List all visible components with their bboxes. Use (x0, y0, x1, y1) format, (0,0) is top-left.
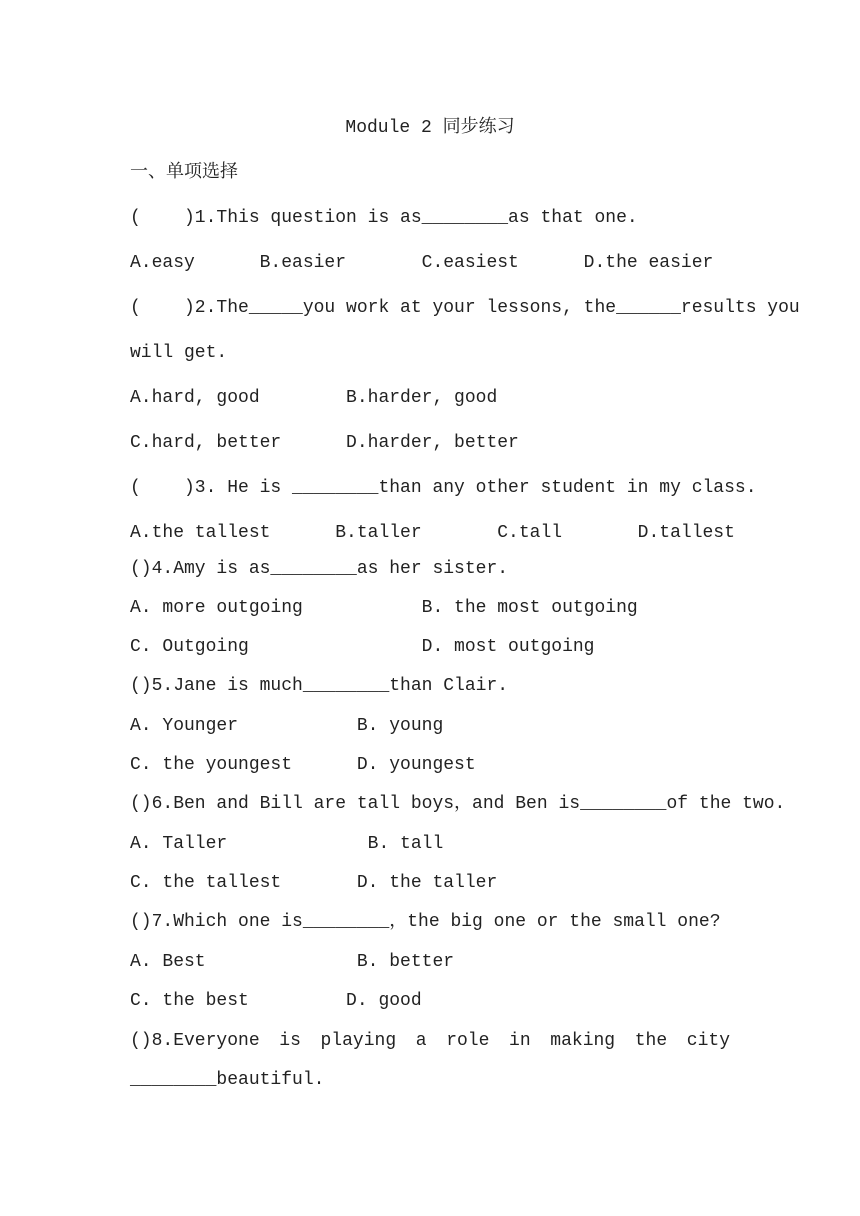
question-3-options: A.the tallest B.taller C.tall D.tallest (130, 523, 735, 543)
question-7-options-ab: A. Best B. better (130, 952, 455, 972)
page-title: Module 2 同步练习 (345, 118, 515, 138)
question-5: ()5.Jane is much________than Clair. (130, 676, 509, 696)
question-5-options-cd: C. the youngest D. youngest (130, 755, 476, 775)
question-2-options-cd: C.hard, better D.harder, better (130, 433, 519, 453)
question-3: ( )3. He is ________than any other student in my class. (130, 478, 757, 498)
question-7-options-cd: C. the best D. good (130, 991, 422, 1011)
question-8: ()8.Everyone is playing a role in making the city (130, 1031, 730, 1051)
question-4-options-ab: A. more outgoing B. the most outgoing (130, 598, 638, 618)
question-2-continued: will get. (130, 343, 228, 363)
question-2-options-ab: A.hard, good B.harder, good (130, 388, 498, 408)
question-5-options-ab: A. Younger B. young (130, 716, 444, 736)
question-1-options: A.easy B.easier C.easiest D.the easier (130, 253, 714, 273)
question-2: ( )2.The_____you work at your lessons, the______results you (130, 298, 800, 318)
question-6: ()6.Ben and Bill are tall boys，and Ben is________of the two. (130, 794, 786, 814)
question-1: ( )1.This question is as________as that one. (130, 208, 638, 228)
question-6-options-ab: A. Taller B. tall (130, 834, 444, 854)
question-4-options-cd: C. Outgoing D. most outgoing (130, 637, 595, 657)
question-4: ()4.Amy is as________as her sister. (130, 559, 509, 579)
question-6-options-cd: C. the tallest D. the taller (130, 873, 498, 893)
section-heading: 一、单项选择 (130, 163, 238, 183)
question-7: ()7.Which one is________，the big one or the small one? (130, 912, 721, 932)
question-8-continued: ________beautiful. (130, 1070, 325, 1090)
